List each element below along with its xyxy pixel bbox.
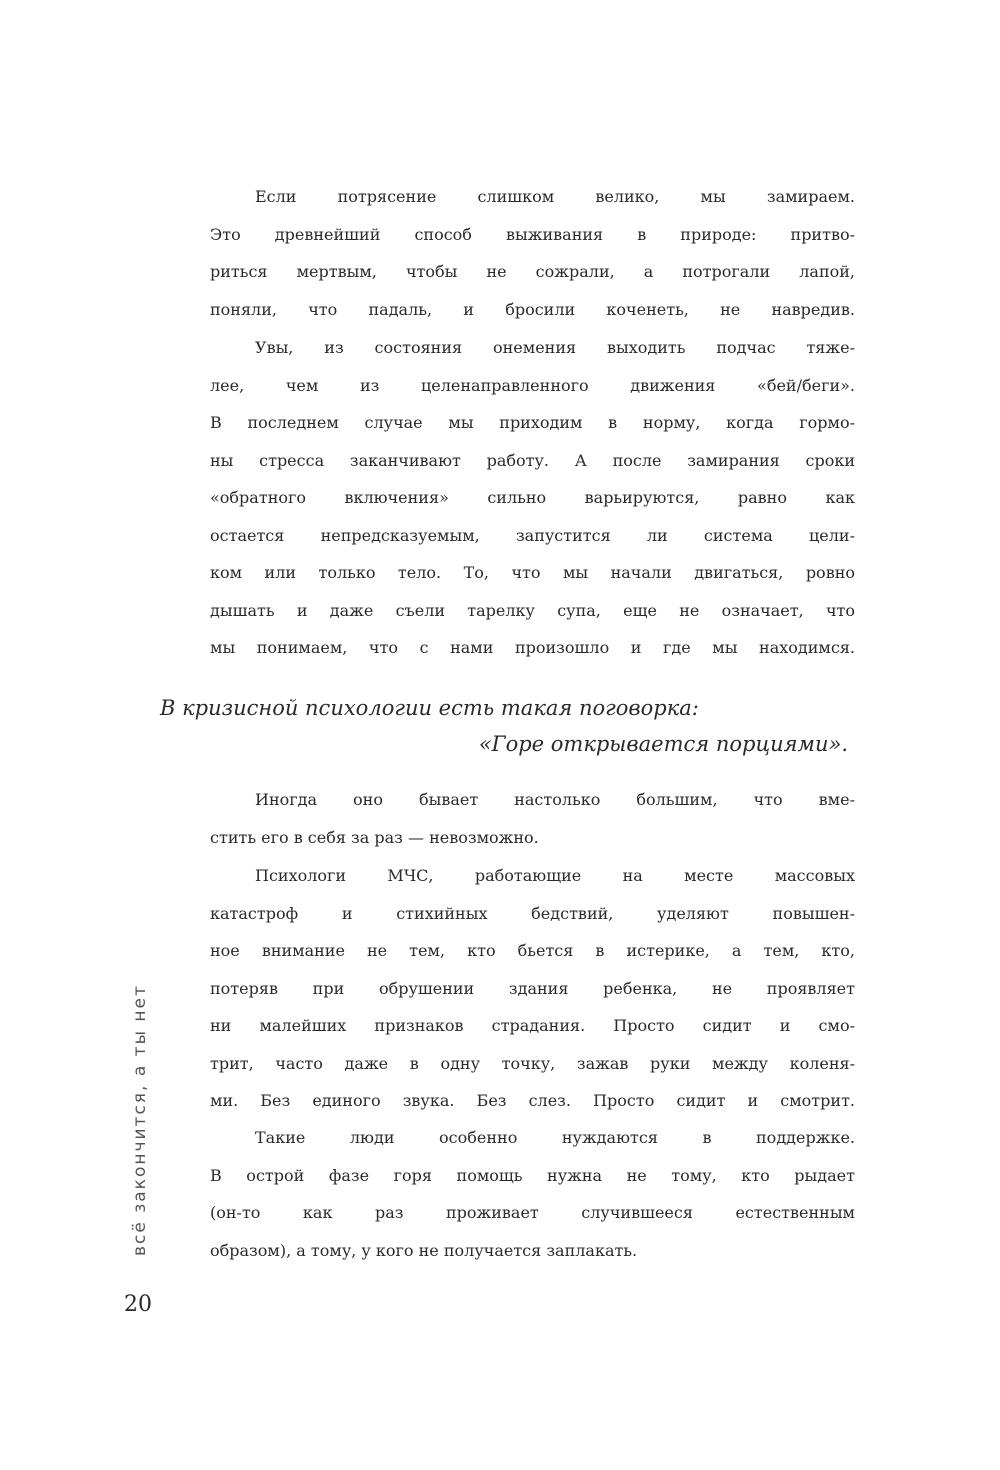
text-line: ны стресса заканчивают работу. А после замирания сроки <box>210 450 855 470</box>
paragraph-freeze <box>210 187 855 337</box>
text-line: стить его в себя за раз — невозможно. <box>210 827 539 847</box>
text-line: дышать и даже съели тарелку супа, еще не означает, что <box>210 600 855 620</box>
text-line: ное внимание не тем, кто бьется в истерике, а тем, кто, <box>210 941 855 960</box>
paragraph-numbness <box>210 338 855 676</box>
text-line: образом), а тому, у кого не получается заплакать. <box>210 1240 638 1260</box>
text-line: трит, часто даже в одну точку, зажав руки между коленя- <box>210 1053 855 1073</box>
paragraph-support <box>210 1128 855 1278</box>
text-line: (он-то как раз проживает случившееся естественным <box>210 1203 855 1222</box>
text-line: Такие люди особенно нуждаются в поддержке. <box>255 1128 855 1147</box>
text-line: В острой фазе горя помощь нужна не тому, кто рыдает <box>210 1165 855 1185</box>
text-line: ком или только тело. То, что мы начали двигаться, ровно <box>210 563 855 582</box>
paragraph-psychologists <box>210 866 855 1129</box>
paragraph-sometimes <box>210 790 855 865</box>
text-line: остается непредсказуемым, запустится ли система цели- <box>210 525 855 545</box>
text-line: «обратного включения» сильно варьируются, равно как <box>210 488 855 507</box>
epigraph-line: «Горе открывается порциями». <box>478 732 848 756</box>
text-line: катастроф и стихийных бедствий, уделяют повышен- <box>210 903 855 923</box>
text-line: Психологи МЧС, работающие на месте массовых <box>255 866 855 885</box>
epigraph-line: В кризисной психологии есть такая поговорка: <box>160 696 699 720</box>
text-line: Иногда оно бывает настолько большим, что вме- <box>255 790 855 809</box>
text-line: лее, чем из целенаправленного движения «бей/беги». <box>210 375 855 395</box>
text-line: В последнем случае мы приходим в норму, когда гормо- <box>210 413 855 432</box>
text-line: потеряв при обрушении здания ребенка, не проявляет <box>210 978 855 998</box>
epigraph-quote <box>160 690 860 762</box>
running-title: всё закончится, а ты нет <box>130 984 150 1256</box>
text-line: мы понимаем, что с нами произошло и где мы находимся. <box>210 638 855 657</box>
text-line: риться мертвым, чтобы не сожрали, а потрогали лапой, <box>210 262 855 281</box>
text-line: Если потрясение слишком велико, мы замираем. <box>255 187 855 206</box>
page-number: 20 <box>124 1292 152 1317</box>
text-line: Это древнейший способ выживания в природе: притво- <box>210 224 855 244</box>
text-line: поняли, что падаль, и бросили коченеть, не навредив. <box>210 299 855 319</box>
text-line: Увы, из состояния онемения выходить подчас тяже- <box>255 338 855 357</box>
text-line: ни малейших признаков страдания. Просто сидит и смо- <box>210 1016 855 1035</box>
text-line: ми. Без единого звука. Без слез. Просто сидит и смотрит. <box>210 1091 855 1110</box>
